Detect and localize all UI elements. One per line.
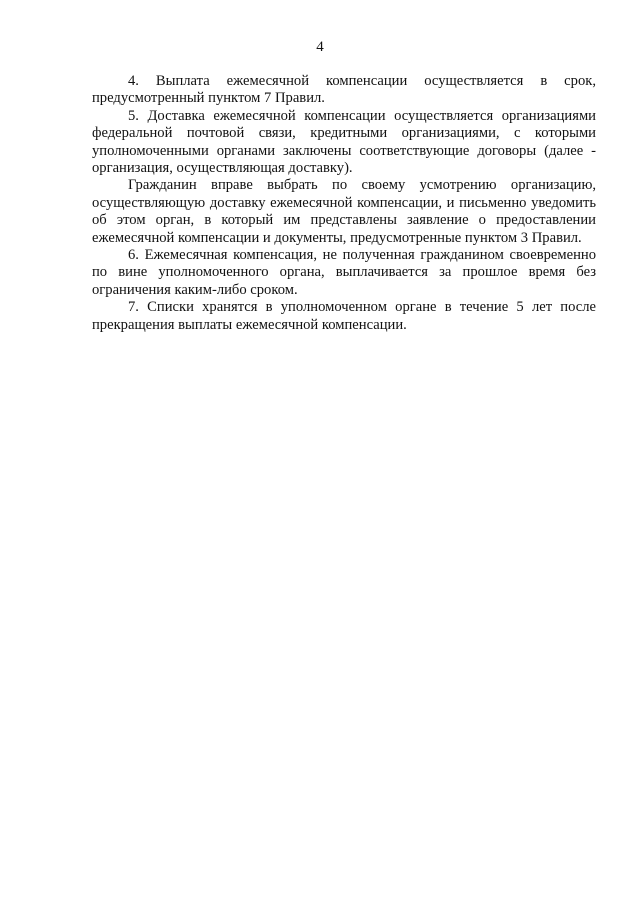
paragraph-item-4: 4. Выплата ежемесячной компенсации осуществляется в срок, предусмотренный пунктом 7 Правил. — [92, 73, 596, 107]
paragraph-citizen-choice: Гражданин вправе выбрать по своему усмотрению организацию, осуществляющую доставку ежемесячной компенсации, и письменно уведомить об этом орган, в который им представлены заявление о предоставлении ежемесячной компенсации и документы, предусмотренные пунктом 3 Правил. — [92, 177, 596, 246]
paragraph-item-7: 7. Списки хранятся в уполномоченном органе в течение 5 лет после прекращения выплаты ежемесячной компенсации. — [92, 299, 596, 333]
paragraph-item-5: 5. Доставка ежемесячной компенсации осуществляется организациями федеральной почтовой связи, кредитными организациями, с которыми уполномоченными органами заключены соответствующие договоры (далее - организация, осуществляющая доставку). — [92, 107, 596, 177]
page-number: 4 — [316, 39, 324, 55]
document-body — [92, 73, 596, 334]
paragraph-item-6: 6. Ежемесячная компенсация, не полученная гражданином своевременно по вине уполномоченного органа, выплачивается за прошлое время без ограничения каким-либо сроком. — [92, 247, 596, 298]
